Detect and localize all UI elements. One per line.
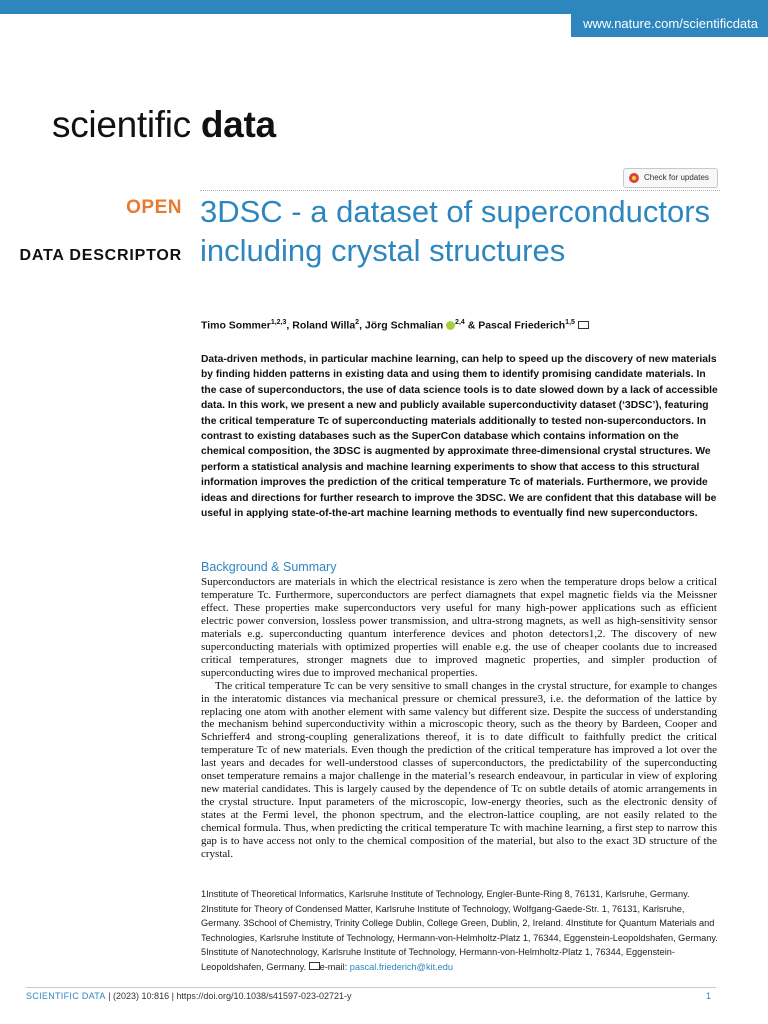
email-label: e-mail: bbox=[319, 961, 350, 972]
section-heading: Background & Summary bbox=[201, 560, 337, 574]
email-icon bbox=[309, 962, 320, 970]
article-title: 3DSC - a dataset of superconductors including crystal structures bbox=[200, 194, 711, 268]
author-affil-sup: 1,2,3 bbox=[270, 319, 287, 326]
affiliations bbox=[201, 887, 719, 975]
affiliations-text: 1Institute of Theoretical Informatics, Karlsruhe Institute of Technology, Engler-Bunte-Ring 8, 76131, Karlsruhe, Germany. 2Institute for Theory of Condensed Matter, Karlsruhe Institute of Technology, Wolfgang-Gaede-Str. 1, 76131, Karlsruhe, Germany. 3School of Chemistry, Trinity College Dublin, College Green, Dublin, 2, Ireland. 4Institute for Quantum Materials and Technologies, Karlsruhe Institute of Technology, Hermann-von-Helmholtz-Platz 1, 76344, Eggenstein-Leopoldshafen, Germany. 5Institute of Nanotechnology, Karlsruhe Institute of Technology, Hermann-von-Helmholtz-Platz 1, 76344, Eggenstein-Leopoldshafen, Germany. bbox=[201, 889, 718, 972]
orcid-icon[interactable] bbox=[446, 321, 455, 330]
paragraph: The critical temperature Tc can be very sensitive to small changes in the crystal structure, for example to changes in the interatomic distances via mechanical pressure or chemical pressure3, i.e. the deformation of the lattice by replacing one atom with another element with same valency but different size. Despite the success of understanding the mechanism behind superconductivity within a microscopic theory, such as the theory by Bardeen, Cooper and Schrieffer4 and strong-coupling generalizations thereof, it is to date difficult to faithfully predict the critical temperature Tc of new materials. Even though the prediction of the critical temperature has improved a lot over the last years and decades for well-understood classes of superconductors, the predictability of the superconducting onset temperature remains a major challenge in the material’s research endeavour, in particular in view of exploring new material candidates. This is largely caused by the dependence of Tc on subtle details of atomic arrangements in the crystal structure. Input parameters of the microscopic, low-energy theories, such as the electronic density of states at the Fermi level, the phonon spectrum, and the electron-lattice coupling, are not easily related to the chemical formula. Thus, when predicting the critical temperature Tc with machine learning, a first step to narrow this gap is to have access not only to the chemical composition of the material, but also to the exact 3D structure of the crystal. bbox=[201, 679, 717, 861]
journal-logo bbox=[52, 104, 276, 146]
author-name[interactable]: Timo Sommer bbox=[201, 319, 271, 332]
body-text bbox=[201, 576, 717, 861]
abstract: Data-driven methods, in particular machine learning, can help to speed up the discovery of new materials by finding hidden patterns in existing data and using them to identify promising candidate materials. In the case of superconductors, the use of data science tools is to date slowed down by a lack of accessible data. In this work, we present a new and publicly available superconductivity dataset (‘3DSC’), featuring the critical temperature Tc of superconducting materials additionally to tested non-superconductors. In contrast to existing databases such as the SuperCon database which contains information on the chemical composition, the 3DSC is augmented by approximate three-dimensional crystal structures. We perform a statistical analysis and machine learning experiments to show that access to this structural information improves the prediction of the critical temperature Tc of materials. Furthermore, we provide ideas and directions for further research to improve the 3DSC. We are confident that this database will be useful in applying state-of-the-art machine learning methods to eventually find new superconductors. bbox=[201, 354, 718, 520]
crossmark-icon bbox=[629, 173, 639, 183]
author-name[interactable]: Roland Willa bbox=[292, 319, 356, 332]
email-icon[interactable] bbox=[578, 321, 589, 329]
footer-separator: | bbox=[105, 991, 114, 1001]
paragraph: Superconductors are materials in which the electrical resistance is zero when the temperature drops below a critical temperature Tc. Furthermore, superconductors are perfect diamagnets that expel magnetic fields via the Meissner effect. These properties make superconductors very useful for many high-power applications such as efficient electric power conversion, lossless power transmission, and ultra-strong magnets, as well as high-sensitivity sensor materials e.g. superconducting quantum interference devices and photon detectors1,2. The discovery of new superconducting materials with optimized properties will enable e.g. the use of cheaper coolants due to increased critical temperatures, stronger magnets due to improved magnetic properties, and simpler production of superconducting wires due to improved mechanical properties. bbox=[201, 576, 717, 679]
article-type-label: DATA DESCRIPTOR bbox=[19, 247, 182, 264]
journal-logo-light: scientific bbox=[52, 104, 201, 145]
check-for-updates-label: Check for updates bbox=[644, 173, 709, 182]
footer-journal: SCIENTIFIC DATA bbox=[26, 991, 106, 1001]
corresponding-email-link[interactable]: pascal.friederich@kit.edu bbox=[349, 961, 454, 972]
author-affil-sup: 2 bbox=[355, 319, 360, 326]
footer-citation[interactable]: (2023) 10:816 | https://doi.org/10.1038/s41597-023-02721-y bbox=[113, 991, 352, 1001]
journal-url-link[interactable]: www.nature.com/scientificdata bbox=[571, 10, 768, 37]
author-list: Timo Sommer$^{1,2,3}$, Roland Willa$^2$, Jörg Schmalian $^{2,4}$ & Pascal Friederich$^{1,5}$ bbox=[201, 319, 589, 332]
author-affil-sup: 2,4 bbox=[455, 319, 465, 326]
check-for-updates-button[interactable] bbox=[623, 168, 718, 188]
footer-divider bbox=[26, 987, 716, 988]
author-name[interactable]: Pascal Friederich bbox=[478, 319, 566, 332]
author-name[interactable]: Jörg Schmalian bbox=[364, 319, 444, 332]
open-access-label: OPEN bbox=[126, 197, 182, 218]
journal-logo-bold: data bbox=[200, 104, 276, 145]
dotted-divider bbox=[200, 190, 720, 191]
author-affil-sup: 1,5 bbox=[565, 319, 575, 326]
page-number: 1 bbox=[706, 991, 712, 1001]
footer bbox=[26, 991, 352, 1001]
